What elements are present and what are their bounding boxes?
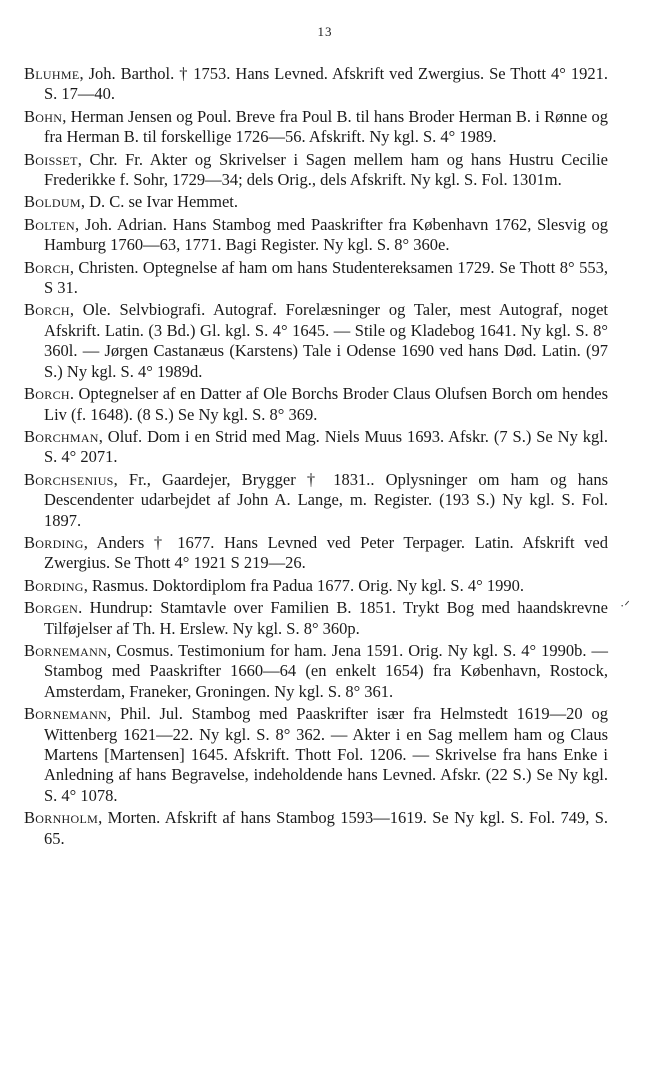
catalog-entry bbox=[24, 192, 608, 212]
page-number: 13 bbox=[317, 24, 333, 39]
entry-text: , Morten. Afskrift af hans Stambog 1593—1619. Se Ny kgl. S. Fol. 749, S. 65. bbox=[44, 808, 608, 848]
catalog-entry bbox=[24, 64, 608, 105]
entry-text: , Cosmus. Testimonium for ham. Jena 1591. Orig. Ny kgl. S. 4° 1990b. — Stambog med Paaskrifter 1660—64 (en enkelt 1654) fra København, Rostock, Amsterdam, Franeker, Groningen. Ny kgl. S. 8° 361. bbox=[44, 640, 608, 701]
catalog-entry bbox=[24, 533, 608, 574]
entry-head: Bohn bbox=[24, 106, 63, 126]
entry-text: , Oluf. Dom i en Strid med Mag. Niels Muus 1693. Afskr. (7 S.) Se Ny kgl. S. 4° 2071. bbox=[44, 426, 608, 467]
entry-text: , Rasmus. Doktordiplom fra Padua 1677. Orig. Ny kgl. S. 4° 1990. bbox=[83, 575, 524, 595]
entry-head: Borchsenius bbox=[24, 469, 114, 489]
entry-head: Bolten bbox=[24, 214, 76, 234]
catalog-entry bbox=[24, 107, 608, 148]
catalog-entry bbox=[24, 598, 608, 639]
entry-text: , Fr., Gaardejer, Brygger † 1831.. Oplysninger om ham og hans Descendenter udarbejdet af John A. Lange, m. Register. (193 S.) Ny kgl. S. Fol. 1897. bbox=[44, 469, 608, 530]
entry-head: Borgen bbox=[24, 598, 79, 618]
catalog-entry bbox=[24, 641, 608, 702]
entry-head: Borch bbox=[24, 384, 70, 404]
entry-text: , Joh. Barthol. † 1753. Hans Levned. Afskrift ved Zwergius. Se Thott 4° 1921. S. 17—40. bbox=[44, 64, 608, 104]
entry-head: Bording bbox=[24, 532, 84, 552]
entry-head: Bornemann bbox=[24, 704, 108, 724]
catalog-entry bbox=[24, 258, 608, 299]
margin-mark: ·ᐟ bbox=[620, 598, 630, 613]
catalog-entries bbox=[24, 64, 608, 851]
catalog-entry bbox=[24, 808, 608, 849]
entry-text: , Christen. Optegnelse af ham om hans Studentereksamen 1729. Se Thott 8° 553, S 31. bbox=[44, 257, 608, 298]
entry-text: , Joh. Adrian. Hans Stambog med Paaskrifter fra København 1762, Slesvig og Hamburg 1760—63, 1771. Bagi Register. Ny kgl. S. 8° 360e. bbox=[44, 214, 608, 255]
entry-text: , Ole. Selvbiografi. Autograf. Forelæsninger og Taler, mest Autograf, noget Afskrift. Latin. (3 Bd.) Gl. kgl. S. 4° 1645. — Stile og Kladebog 1641. Ny kgl. S. 8° 360l. — Jørgen Castanæus (Karstens) Tale i Odense 1690 ved hans Død. Latin. (97 S.) Ny kgl. S. 4° 1989d. bbox=[44, 300, 608, 381]
entry-head: Bornholm bbox=[24, 808, 99, 828]
entry-text: . Hundrup: Stamtavle over Familien B. 1851. Trykt Bog med haandskrevne Tilføjelser af Th. H. Erslew. Ny kgl. S. 8° 360p. bbox=[44, 598, 608, 638]
catalog-entry bbox=[24, 576, 608, 596]
entry-head: Boldum bbox=[24, 192, 81, 212]
entry-text: , Phil. Jul. Stambog med Paaskrifter især fra Helmstedt 1619—20 og Wittenberg 1621—22. Ny kgl. S. 8° 362. — Akter i en Sag mellem ham og Claus Martens [Martensen] 1645. Afskrift. Thott Fol. 1206. — Skrivelse fra hans Enke i Anledning af hans Begravelse, indeholdende hans Levned. Afskr. (22 S.) Se Ny kgl. S. 4° 1078. bbox=[44, 704, 608, 805]
catalog-entry bbox=[24, 427, 608, 468]
entry-head: Bluhme bbox=[24, 64, 80, 83]
catalog-entry bbox=[24, 150, 608, 191]
entry-text: . Optegnelser af en Datter af Ole Borchs Broder Claus Olufsen Borch om hendes Liv (f. 1648). (8 S.) Se Ny kgl. S. 8° 369. bbox=[44, 384, 608, 424]
catalog-entry bbox=[24, 215, 608, 256]
catalog-entry bbox=[24, 300, 608, 382]
entry-text: , Chr. Fr. Akter og Skrivelser i Sagen mellem ham og hans Hustru Cecilie Frederikke f. Sohr, 1729—34; dels Orig., dels Afskrift. Ny kgl. S. Fol. 1301m. bbox=[44, 149, 608, 190]
entry-text: , D. C. se Ivar Hemmet. bbox=[80, 192, 238, 212]
entry-text: , Herman Jensen og Poul. Breve fra Poul B. til hans Broder Herman B. i Rønne og fra Herman B. til forskellige 1726—56. Afskrift. Ny kgl. S. 4° 1989. bbox=[44, 106, 608, 147]
entry-head: Bornemann bbox=[24, 640, 108, 660]
entry-text: , Anders † 1677. Hans Levned ved Peter Terpager. Latin. Afskrift ved Zwergius. Se Thott 4° 1921 S 219—26. bbox=[44, 532, 608, 573]
entry-head: Bording bbox=[24, 575, 84, 595]
catalog-entry bbox=[24, 704, 608, 806]
entry-head: Borch bbox=[24, 257, 70, 277]
entry-head: Borch bbox=[24, 300, 70, 320]
catalog-entry bbox=[24, 384, 608, 425]
entry-head: Boisset bbox=[24, 149, 78, 169]
catalog-entry bbox=[24, 470, 608, 531]
entry-head: Borchman bbox=[24, 426, 99, 446]
